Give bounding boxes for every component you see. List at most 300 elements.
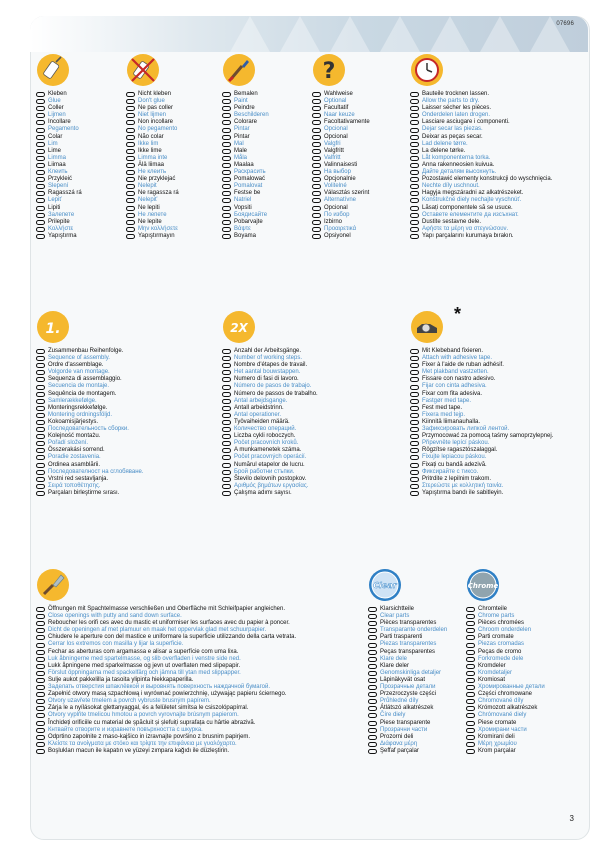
language-flag-icon bbox=[126, 163, 135, 168]
language-flag-icon bbox=[312, 149, 321, 154]
language-flag-icon bbox=[410, 356, 419, 361]
line-text: Monteringsrekkefølge. bbox=[48, 404, 108, 411]
line-text: Incollare bbox=[48, 119, 71, 126]
language-line bbox=[466, 691, 600, 698]
language-line bbox=[36, 454, 206, 461]
language-flag-icon bbox=[36, 477, 45, 482]
line-text: Číre diely bbox=[380, 712, 406, 719]
language-flag-icon bbox=[410, 377, 419, 382]
language-line bbox=[36, 727, 366, 734]
language-line bbox=[222, 476, 392, 483]
language-flag-icon bbox=[126, 142, 135, 147]
line-text: Dicht de openingen af met plamuur en maak het oppervlak glad met schuurpapier. bbox=[48, 627, 267, 634]
language-line bbox=[222, 454, 392, 461]
line-text: Lijmen bbox=[48, 112, 66, 119]
language-flag-icon bbox=[126, 149, 135, 154]
line-text: Valfritt bbox=[324, 154, 341, 161]
question-mark-icon bbox=[312, 53, 346, 87]
language-line bbox=[410, 391, 580, 398]
language-flag-icon bbox=[410, 455, 419, 460]
language-line bbox=[410, 226, 580, 233]
language-line bbox=[36, 720, 366, 727]
language-line bbox=[410, 190, 580, 197]
language-flag-icon bbox=[36, 149, 45, 154]
language-flag-icon bbox=[312, 113, 321, 118]
language-flag-icon bbox=[36, 635, 45, 640]
language-flag-icon bbox=[222, 356, 231, 361]
line-text: Vrstni red sestavljanja. bbox=[48, 475, 109, 482]
line-text: Alternatívne bbox=[324, 197, 357, 204]
line-text: Låt komponenterna torka. bbox=[422, 154, 491, 161]
line-text: По избор bbox=[324, 211, 350, 218]
language-line bbox=[466, 677, 600, 684]
language-flag-icon bbox=[410, 234, 419, 239]
language-line bbox=[410, 212, 580, 219]
line-text: Prilepite bbox=[48, 218, 70, 225]
line-text: Non incollare bbox=[138, 119, 174, 126]
line-text: Διάφανα μέρη bbox=[380, 740, 418, 747]
line-text: Facoltativamente bbox=[324, 119, 370, 126]
language-flag-icon bbox=[36, 721, 45, 726]
line-text: Volgorde van montage. bbox=[48, 369, 110, 376]
language-line bbox=[410, 176, 580, 183]
language-flag-icon bbox=[312, 135, 321, 140]
language-line bbox=[36, 634, 366, 641]
line-text: Şeffaf parçalar bbox=[380, 747, 419, 754]
language-line bbox=[410, 469, 580, 476]
language-flag-icon bbox=[410, 427, 419, 432]
line-text: Átlátszó alkatrészek bbox=[380, 705, 434, 712]
line-text: Število delovnih postopkov. bbox=[234, 475, 307, 482]
line-text: Fissare con nastro adesivo. bbox=[422, 376, 496, 383]
language-flag-icon bbox=[36, 92, 45, 97]
language-line bbox=[36, 469, 206, 476]
language-flag-icon bbox=[36, 363, 45, 368]
language-flag-icon bbox=[410, 156, 419, 161]
line-text: Ordre d'assemblage. bbox=[48, 362, 104, 369]
language-flag-icon bbox=[126, 106, 135, 111]
line-text: Boşlukları macun ile kapatın ve yüzeyi zımpara kağıdı ile düzleştirin. bbox=[48, 747, 230, 754]
language-flag-icon bbox=[36, 128, 45, 133]
language-line bbox=[222, 412, 392, 419]
line-text: Оставете елементите да изсъхнат. bbox=[422, 211, 519, 218]
line-text: Μέρη χρωμίου bbox=[478, 740, 517, 747]
line-text: Прозрачные детали bbox=[380, 684, 436, 691]
language-flag-icon bbox=[410, 420, 419, 425]
language-line bbox=[466, 663, 600, 670]
line-text: Mit Klebeband fixieren. bbox=[422, 348, 484, 354]
language-flag-icon bbox=[222, 206, 231, 211]
language-flag-icon bbox=[36, 227, 45, 232]
language-flag-icon bbox=[312, 206, 321, 211]
language-line bbox=[222, 440, 392, 447]
line-text: Nie przyklejać bbox=[138, 176, 176, 183]
line-text: Последователност на сглобяване. bbox=[48, 468, 144, 475]
language-flag-icon bbox=[410, 406, 419, 411]
language-line bbox=[36, 419, 206, 426]
language-flag-icon bbox=[410, 448, 419, 453]
article-code: 07696 bbox=[556, 21, 574, 27]
line-text: Montering ordningsföljd. bbox=[48, 411, 113, 418]
line-text: Nechte díly uschnout. bbox=[422, 183, 480, 190]
language-line bbox=[36, 641, 366, 648]
language-flag-icon bbox=[222, 156, 231, 161]
line-text: Rögzítse ragasztószalaggal. bbox=[422, 447, 498, 454]
language-flag-icon bbox=[222, 477, 231, 482]
line-text: Последовательность сборки. bbox=[48, 426, 129, 433]
chrome-parts-icon bbox=[466, 568, 500, 602]
language-line bbox=[466, 656, 600, 663]
clear-parts-icon bbox=[368, 568, 402, 602]
line-text: Opcional bbox=[324, 133, 348, 140]
language-flag-icon bbox=[410, 484, 419, 489]
text-list bbox=[466, 606, 600, 755]
language-flag-icon bbox=[410, 113, 419, 118]
language-flag-icon bbox=[36, 420, 45, 425]
line-text: Fastgør med tape. bbox=[422, 397, 472, 404]
language-line bbox=[410, 426, 580, 433]
language-line bbox=[36, 627, 366, 634]
language-line bbox=[466, 698, 600, 705]
line-text: Przezroczyste części bbox=[380, 691, 437, 698]
line-text: Μην κολλήσετε bbox=[138, 225, 178, 232]
language-flag-icon bbox=[368, 657, 377, 662]
line-text: Chromteile bbox=[478, 606, 508, 612]
language-flag-icon bbox=[36, 728, 45, 733]
line-text: Боядисайте bbox=[234, 211, 268, 218]
line-text: Vopsiti bbox=[234, 204, 252, 211]
line-text: Sequence of assembly. bbox=[48, 355, 110, 362]
language-flag-icon bbox=[410, 392, 419, 397]
line-text: Chroom onderdelen bbox=[478, 627, 532, 634]
language-flag-icon bbox=[36, 220, 45, 225]
language-flag-icon bbox=[410, 128, 419, 133]
language-line bbox=[222, 469, 392, 476]
language-line bbox=[222, 391, 392, 398]
language-flag-icon bbox=[36, 628, 45, 633]
line-text: Työvaiheiden määrä. bbox=[234, 418, 290, 425]
line-text: Valgfri bbox=[324, 140, 341, 147]
line-text: Förslut öppningarna med spackelfärg och jämna till ytan med slippapper. bbox=[48, 669, 241, 676]
line-text: Piese cromate bbox=[478, 719, 517, 726]
line-text: Konštrukčné diely nechajte vyschnúť. bbox=[422, 197, 522, 204]
language-line bbox=[222, 483, 392, 490]
language-line bbox=[466, 720, 600, 727]
language-flag-icon bbox=[222, 234, 231, 239]
line-text: Lipiti bbox=[48, 204, 61, 211]
line-text: Sequência de montagem. bbox=[48, 390, 117, 397]
line-text: Kromdeler bbox=[478, 662, 506, 669]
language-line bbox=[222, 426, 392, 433]
language-line bbox=[410, 91, 580, 98]
text-list bbox=[410, 91, 580, 240]
language-flag-icon bbox=[36, 484, 45, 489]
line-text: Kromdetaljer bbox=[478, 669, 513, 676]
language-flag-icon bbox=[368, 628, 377, 633]
language-flag-icon bbox=[312, 106, 321, 111]
line-text: Liimaa bbox=[48, 161, 66, 168]
language-flag-icon bbox=[36, 377, 45, 382]
line-text: Przymocować za pomocą taśmy samoprzylepnej. bbox=[422, 433, 554, 440]
line-text: Lukk åpningene med sparkelmasse og jevn ut overflaten med slipepapir. bbox=[48, 662, 241, 669]
line-text: No pegamento bbox=[138, 126, 178, 133]
step-badge-label: 1. bbox=[45, 321, 61, 337]
line-text: Залепете bbox=[48, 211, 75, 218]
language-flag-icon bbox=[36, 713, 45, 718]
no-glue-icon bbox=[126, 53, 160, 87]
two-times-icon bbox=[222, 310, 256, 344]
language-flag-icon bbox=[410, 385, 419, 390]
language-flag-icon bbox=[126, 234, 135, 239]
line-text: Lepiť bbox=[48, 197, 62, 204]
line-text: Yapıştırmayın bbox=[138, 232, 175, 239]
language-flag-icon bbox=[36, 184, 45, 189]
language-flag-icon bbox=[222, 142, 231, 147]
language-flag-icon bbox=[222, 184, 231, 189]
language-line bbox=[222, 369, 392, 376]
language-line bbox=[36, 476, 206, 483]
language-flag-icon bbox=[222, 470, 231, 475]
language-line bbox=[410, 148, 580, 155]
line-text: Zusammenbau Reihenfolge. bbox=[48, 348, 124, 354]
language-flag-icon bbox=[126, 191, 135, 196]
line-text: Fixujte lepiacou páskou. bbox=[422, 454, 487, 461]
line-text: Opcional bbox=[324, 204, 348, 211]
language-flag-icon bbox=[36, 406, 45, 411]
language-flag-icon bbox=[36, 99, 45, 104]
language-flag-icon bbox=[312, 220, 321, 225]
language-line bbox=[410, 454, 580, 461]
language-line bbox=[36, 348, 206, 355]
line-text: Forkromede dele bbox=[478, 655, 524, 662]
line-text: Numărul etapelor de lucru. bbox=[234, 461, 305, 468]
language-line bbox=[36, 426, 206, 433]
language-line bbox=[36, 376, 206, 383]
language-flag-icon bbox=[312, 128, 321, 133]
line-text: Odprtino zapolnite z maso-kajšico in izravnajte površino z brusnim papirjem. bbox=[48, 733, 251, 740]
line-text: Anzahl der Arbeitsgänge. bbox=[234, 348, 302, 354]
language-flag-icon bbox=[368, 706, 377, 711]
language-flag-icon bbox=[126, 99, 135, 104]
language-flag-icon bbox=[466, 685, 475, 690]
line-text: Pièces chromées bbox=[478, 620, 525, 627]
language-flag-icon bbox=[410, 120, 419, 125]
header-band bbox=[30, 16, 588, 52]
language-line bbox=[410, 126, 580, 133]
language-flag-icon bbox=[222, 198, 231, 203]
language-flag-icon bbox=[368, 671, 377, 676]
language-flag-icon bbox=[36, 650, 45, 655]
line-text: Lim bbox=[48, 140, 58, 147]
line-text: Izbirno bbox=[324, 218, 343, 225]
language-line bbox=[36, 433, 206, 440]
language-flag-icon bbox=[368, 685, 377, 690]
language-flag-icon bbox=[36, 427, 45, 432]
language-flag-icon bbox=[36, 749, 45, 754]
line-text: Clear parts bbox=[380, 613, 410, 620]
line-text: Coller bbox=[48, 105, 64, 112]
line-text: Lad delene tørre. bbox=[422, 140, 468, 147]
language-line bbox=[410, 112, 580, 119]
language-flag-icon bbox=[36, 678, 45, 683]
putty-knife-icon bbox=[36, 568, 70, 602]
language-flag-icon bbox=[368, 735, 377, 740]
language-line bbox=[36, 391, 206, 398]
language-flag-icon bbox=[410, 349, 419, 354]
language-line bbox=[36, 712, 366, 719]
line-text: Niet lijmen bbox=[138, 112, 167, 119]
line-text: Kromirani deli bbox=[478, 733, 515, 740]
language-flag-icon bbox=[36, 742, 45, 747]
language-line bbox=[36, 369, 206, 376]
line-text: Liczba cykli roboczych. bbox=[234, 433, 296, 440]
language-flag-icon bbox=[222, 227, 231, 232]
language-flag-icon bbox=[368, 614, 377, 619]
line-text: Chrome parts bbox=[478, 613, 515, 620]
language-line bbox=[36, 698, 366, 705]
language-line bbox=[410, 205, 580, 212]
line-text: Attach with adhesive tape. bbox=[422, 355, 493, 362]
language-line bbox=[36, 691, 366, 698]
line-text: Parti cromate bbox=[478, 634, 514, 641]
language-line bbox=[222, 398, 392, 405]
language-flag-icon bbox=[410, 135, 419, 140]
line-text: Otvory vyplňte tmelicou hmotou a povrch vyrovnajte brúsnym papierom. bbox=[48, 712, 239, 719]
line-text: Фиксирайте с тиксо. bbox=[422, 468, 479, 475]
line-text: Piezas transparentes bbox=[380, 641, 437, 648]
line-text: Не клеить bbox=[138, 169, 167, 176]
language-flag-icon bbox=[126, 135, 135, 140]
language-flag-icon bbox=[222, 491, 231, 496]
line-text: Αφήστε τα μέρη να στεγνώσουν. bbox=[422, 225, 509, 232]
line-text: Chromované díly bbox=[478, 698, 524, 705]
language-flag-icon bbox=[36, 177, 45, 182]
line-text: Κλείστε τα ανοίγματα με στόκο και τρίψτε την επιφάνεια με γυαλόχαρτο. bbox=[48, 740, 237, 747]
page-number: 3 bbox=[569, 814, 574, 823]
line-text: Met plakband vastzetten. bbox=[422, 369, 489, 376]
line-text: Otvory uzavřete tmelem a povrch vybruste brusným papírem. bbox=[48, 698, 211, 705]
line-text: Pegamento bbox=[48, 126, 79, 133]
language-flag-icon bbox=[36, 156, 45, 161]
line-text: Хромированные детали bbox=[478, 684, 545, 691]
language-flag-icon bbox=[312, 170, 321, 175]
language-line bbox=[410, 405, 580, 412]
language-flag-icon bbox=[466, 671, 475, 676]
language-flag-icon bbox=[368, 664, 377, 669]
language-flag-icon bbox=[36, 491, 45, 496]
line-text: Peças de cromo bbox=[478, 648, 522, 655]
language-line bbox=[36, 741, 366, 748]
language-flag-icon bbox=[36, 413, 45, 418]
line-text: Lasciare asciugare i componenti. bbox=[422, 119, 510, 126]
line-text: Fest med tape. bbox=[422, 404, 463, 411]
language-line bbox=[466, 727, 600, 734]
language-flag-icon bbox=[466, 742, 475, 747]
language-flag-icon bbox=[126, 227, 135, 232]
line-text: Заделать отверстия шпаклёвкой и выровнять поверхность наждачной бумагой. bbox=[48, 684, 271, 691]
language-flag-icon bbox=[36, 113, 45, 118]
line-text: Pobarvajte bbox=[234, 218, 263, 225]
line-text: Összerakási sorrend. bbox=[48, 447, 105, 454]
language-flag-icon bbox=[36, 643, 45, 648]
line-text: Naar keuze bbox=[324, 112, 355, 119]
line-text: Opcjonalnie bbox=[324, 176, 356, 183]
line-text: Nombre d'étapes de travail. bbox=[234, 362, 308, 369]
language-flag-icon bbox=[466, 621, 475, 626]
line-text: Ragasszá rá bbox=[48, 190, 82, 197]
line-text: Paint bbox=[234, 98, 248, 105]
language-line bbox=[222, 376, 392, 383]
language-line bbox=[410, 398, 580, 405]
line-text: Het aantal bouwstappen. bbox=[234, 369, 301, 376]
language-line bbox=[466, 712, 600, 719]
language-flag-icon bbox=[312, 184, 321, 189]
language-flag-icon bbox=[222, 213, 231, 218]
line-text: Slepení bbox=[48, 183, 69, 190]
language-flag-icon bbox=[126, 113, 135, 118]
line-text: La delene tørke. bbox=[422, 147, 466, 154]
line-text: Pintar bbox=[234, 126, 250, 133]
language-flag-icon bbox=[222, 370, 231, 375]
language-flag-icon bbox=[36, 607, 45, 612]
line-text: Onderdelen laten drogen. bbox=[422, 112, 491, 119]
language-flag-icon bbox=[36, 671, 45, 676]
line-text: Fixera med tejp. bbox=[422, 411, 466, 418]
line-text: Σειρά τοποθέτησης. bbox=[48, 482, 101, 489]
line-text: Klare dele bbox=[380, 655, 408, 662]
steps-badge-label: 2X bbox=[230, 321, 248, 335]
language-flag-icon bbox=[126, 213, 135, 218]
line-text: Дайте деталям высохнуть. bbox=[422, 169, 497, 176]
text-list bbox=[36, 348, 206, 497]
language-line bbox=[466, 684, 600, 691]
language-line bbox=[36, 447, 206, 454]
language-flag-icon bbox=[36, 370, 45, 375]
tape-dispenser-icon bbox=[410, 310, 444, 344]
line-text: Lime bbox=[48, 147, 62, 154]
language-flag-icon bbox=[368, 713, 377, 718]
line-text: Bemalen bbox=[234, 91, 258, 97]
language-flag-icon bbox=[466, 664, 475, 669]
language-flag-icon bbox=[222, 106, 231, 111]
language-flag-icon bbox=[312, 234, 321, 239]
line-text: Luk åbningerne med spartelmasse, og slib overfladen i venstre side ned. bbox=[48, 655, 241, 662]
language-line bbox=[36, 606, 366, 613]
language-line bbox=[466, 705, 600, 712]
line-text: A munkamenetek száma. bbox=[234, 447, 302, 454]
language-flag-icon bbox=[36, 614, 45, 619]
language-line bbox=[410, 155, 580, 162]
line-text: Number of working steps. bbox=[234, 355, 303, 362]
line-text: Krómozott alkatrészek bbox=[478, 705, 538, 712]
language-flag-icon bbox=[312, 142, 321, 147]
language-flag-icon bbox=[36, 392, 45, 397]
language-line bbox=[222, 362, 392, 369]
language-line bbox=[36, 412, 206, 419]
line-text: Yapı parçalarını kurumaya bırakın. bbox=[422, 232, 514, 239]
line-text: Chrómované diely bbox=[478, 712, 527, 719]
language-flag-icon bbox=[312, 156, 321, 161]
line-text: Poradie zostavenia. bbox=[48, 454, 101, 461]
language-flag-icon bbox=[466, 635, 475, 640]
language-line bbox=[466, 741, 600, 748]
language-line bbox=[222, 348, 392, 355]
line-text: Раскрасить bbox=[234, 169, 266, 176]
line-text: Boyama bbox=[234, 232, 257, 239]
language-flag-icon bbox=[126, 156, 135, 161]
line-text: Průhledné díly bbox=[380, 698, 419, 705]
language-flag-icon bbox=[410, 142, 419, 147]
